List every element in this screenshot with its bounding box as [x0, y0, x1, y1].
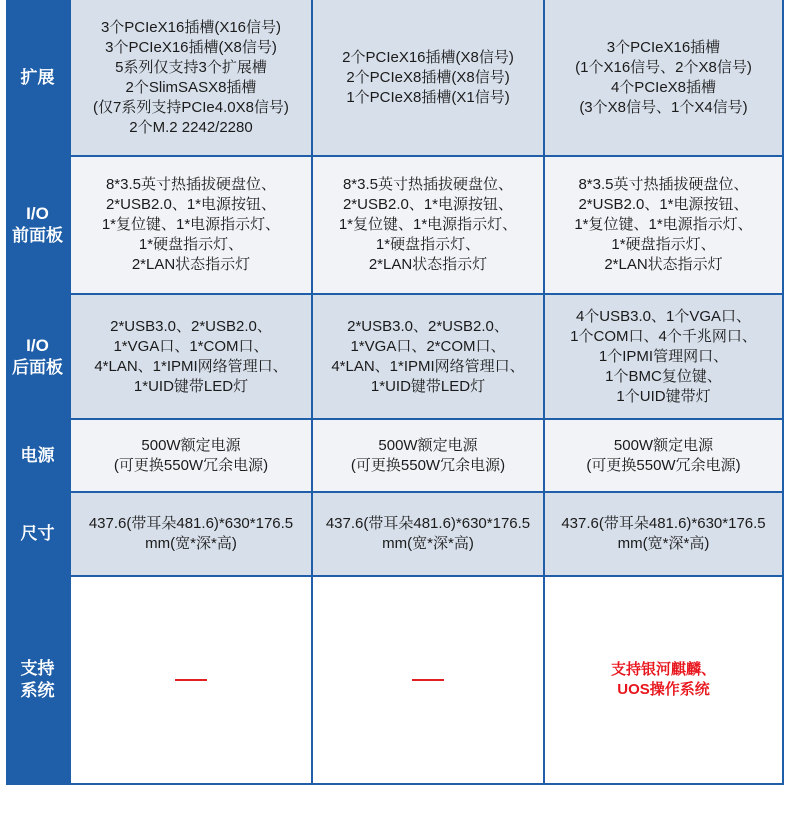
- expansion-model-2: 2个PCIeX16插槽(X8信号) 2个PCIeX8插槽(X8信号) 1个PCIeX8插槽(X1信号): [313, 0, 545, 157]
- os-support-model-3: 支持银河麒麟、 UOS操作系统: [545, 577, 784, 785]
- os-support-model-1: [69, 577, 313, 785]
- not-supported-dash: [412, 679, 444, 681]
- dimensions-model-1: 437.6(带耳朵481.6)*630*176.5 mm(宽*深*高): [69, 493, 313, 577]
- row-label-rear-io: I/O 后面板: [6, 295, 69, 420]
- dimensions-model-3: 437.6(带耳朵481.6)*630*176.5 mm(宽*深*高): [545, 493, 784, 577]
- dimensions-model-2: 437.6(带耳朵481.6)*630*176.5 mm(宽*深*高): [313, 493, 545, 577]
- row-label-power: 电源: [6, 420, 69, 493]
- os-support-model-2: [313, 577, 545, 785]
- spec-table: [6, 0, 784, 785]
- row-label-os-support: 支持 系统: [6, 577, 69, 785]
- rear-io-model-2: 2*USB3.0、2*USB2.0、 1*VGA口、2*COM口、 4*LAN、1*IPMI网络管理口、 1*UID键带LED灯: [313, 295, 545, 420]
- front-io-model-2: 8*3.5英寸热插拔硬盘位、 2*USB2.0、1*电源按钮、 1*复位键、1*电源指示灯、 1*硬盘指示灯、 2*LAN状态指示灯: [313, 157, 545, 295]
- row-label-dimensions: 尺寸: [6, 493, 69, 577]
- front-io-model-3: 8*3.5英寸热插拔硬盘位、 2*USB2.0、1*电源按钮、 1*复位键、1*电源指示灯、 1*硬盘指示灯、 2*LAN状态指示灯: [545, 157, 784, 295]
- expansion-model-1: 3个PCIeX16插槽(X16信号) 3个PCIeX16插槽(X8信号) 5系列仅支持3个扩展槽 2个SlimSASX8插槽 (仅7系列支持PCIe4.0X8信号) 2个M.2 2242/2280: [69, 0, 313, 157]
- power-model-3: 500W额定电源 (可更换550W冗余电源): [545, 420, 784, 493]
- not-supported-dash: [175, 679, 207, 681]
- power-model-2: 500W额定电源 (可更换550W冗余电源): [313, 420, 545, 493]
- front-io-model-1: 8*3.5英寸热插拔硬盘位、 2*USB2.0、1*电源按钮、 1*复位键、1*电源指示灯、 1*硬盘指示灯、 2*LAN状态指示灯: [69, 157, 313, 295]
- row-label-expansion: 扩展: [6, 0, 69, 157]
- expansion-model-3: 3个PCIeX16插槽 (1个X16信号、2个X8信号) 4个PCIeX8插槽 (3个X8信号、1个X4信号): [545, 0, 784, 157]
- row-label-front-io: I/O 前面板: [6, 157, 69, 295]
- power-model-1: 500W额定电源 (可更换550W冗余电源): [69, 420, 313, 493]
- rear-io-model-1: 2*USB3.0、2*USB2.0、 1*VGA口、1*COM口、 4*LAN、1*IPMI网络管理口、 1*UID键带LED灯: [69, 295, 313, 420]
- rear-io-model-3: 4个USB3.0、1个VGA口、 1个COM口、4个千兆网口、 1个IPMI管理网口、 1个BMC复位键、 1个UID键带灯: [545, 295, 784, 420]
